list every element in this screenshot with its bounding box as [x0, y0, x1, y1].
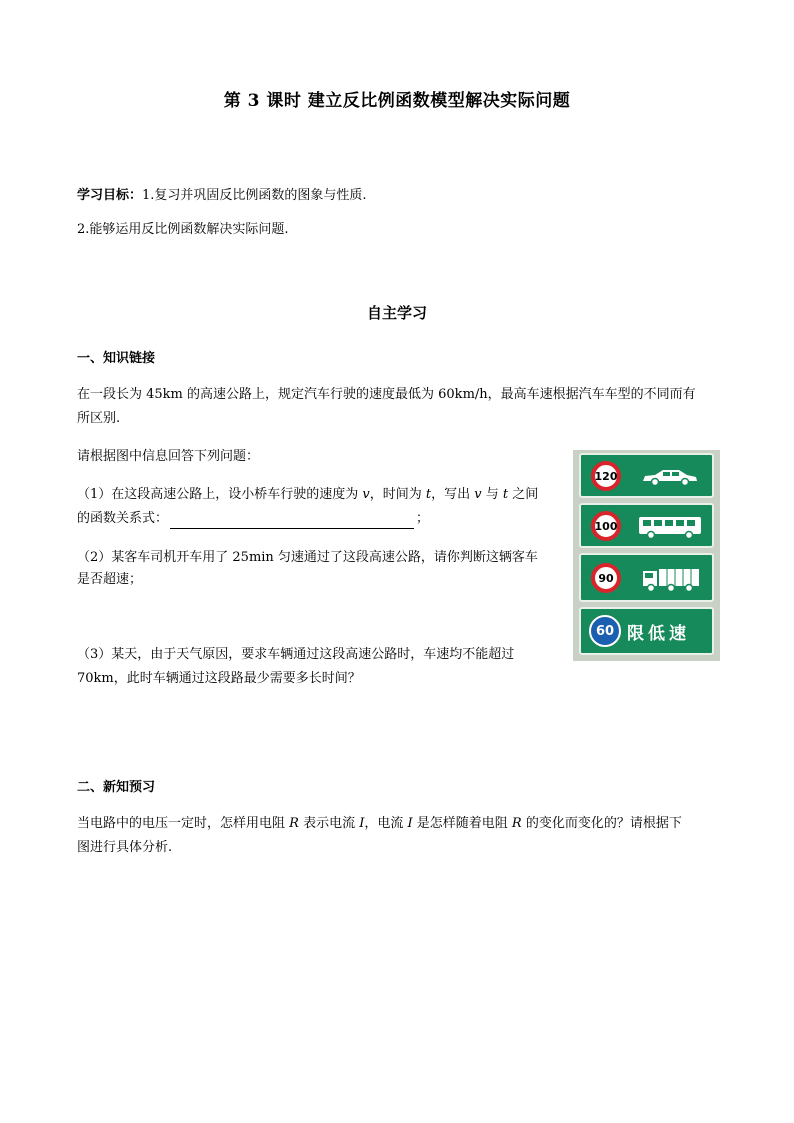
var-t: t: [502, 487, 509, 502]
q1-text-line2: 的函数关系式：: [77, 511, 169, 526]
speed-limit-sign: [573, 450, 720, 661]
var-v: v: [362, 487, 370, 502]
objectives-label: 学习目标：: [77, 188, 143, 203]
sign-panel-minimum: [579, 607, 714, 655]
bus-icon: [637, 515, 703, 539]
p2-text-d: 是怎样随着电阻: [412, 816, 512, 831]
intro-line-2: 所区别.: [77, 411, 121, 426]
q1-text-d: 与: [481, 487, 503, 502]
sign-panel-bus: [579, 503, 714, 548]
var-R: R: [511, 816, 522, 831]
p2-text-b: 表示电流: [298, 816, 360, 831]
speed-limit-120: 120: [591, 461, 621, 491]
speed-limit-100: 100: [591, 511, 621, 541]
intro-line-1: 在一段长为 45km 的高速公路上，规定汽车行驶的速度最低为 60km/h，最高车速根据汽车车型的不同而有: [77, 387, 696, 402]
question-3-line-1: （3）某天，由于天气原因，要求车辆通过这段高速公路时，车速均不能超过: [77, 647, 515, 662]
q1-text-e: 之间: [508, 487, 539, 502]
var-t: t: [425, 487, 432, 502]
section-title: 自主学习: [366, 304, 427, 322]
objective-item-2: 2.能够运用反比例函数解决实际问题.: [77, 222, 289, 237]
part2-line-1: [77, 814, 682, 834]
question-3-line-2: 70km，此时车辆通过这段路最少需要多长时间？: [77, 671, 361, 686]
p2-text-e: 的变化而变化的？请根据下: [521, 816, 682, 831]
objectives-line-1: [77, 186, 367, 206]
part1-heading: 一、知识链接: [77, 351, 156, 366]
part2-line-2: 图进行具体分析.: [77, 840, 173, 855]
question-2-line-1: （2）某客车司机开车用了 25min 匀速通过了这段高速公路，请你判断这辆客车: [77, 550, 538, 565]
objective-item-1: 1.复习并巩固反比例函数的图象与性质.: [142, 188, 367, 203]
question-1-line-1: [77, 485, 538, 505]
q1-text-b: ，时间为: [369, 487, 426, 502]
var-v: v: [474, 487, 482, 502]
minimum-speed-60: 60: [589, 615, 621, 647]
q1-text-c: ，写出: [431, 487, 475, 502]
question-prompt: 请根据图中信息回答下列问题：: [77, 449, 260, 464]
car-icon: [641, 467, 699, 487]
part2-heading: 二、新知预习: [77, 780, 156, 795]
minimum-speed-label: 限低速: [627, 624, 690, 644]
answer-blank[interactable]: [170, 514, 414, 529]
p2-text-c: ，电流: [364, 816, 408, 831]
question-1-line-2: [77, 509, 429, 529]
q1-text-a: （1）在这段高速公路上，设小桥车行驶的速度为: [77, 487, 363, 502]
sign-panel-car: [579, 453, 714, 498]
p2-text-a: 当电路中的电压一定时，怎样用电阻: [77, 816, 290, 831]
var-I: I: [407, 816, 413, 831]
sign-panel-truck: [579, 553, 714, 602]
var-R: R: [289, 816, 299, 831]
page-title: 第 3 课时 建立反比例函数模型解决实际问题: [223, 91, 571, 111]
speed-limit-90: 90: [591, 563, 621, 593]
q1-end: ；: [416, 511, 430, 526]
question-2-line-2: 是否超速；: [77, 572, 143, 587]
truck-icon: [641, 567, 701, 593]
var-I: I: [359, 816, 365, 831]
